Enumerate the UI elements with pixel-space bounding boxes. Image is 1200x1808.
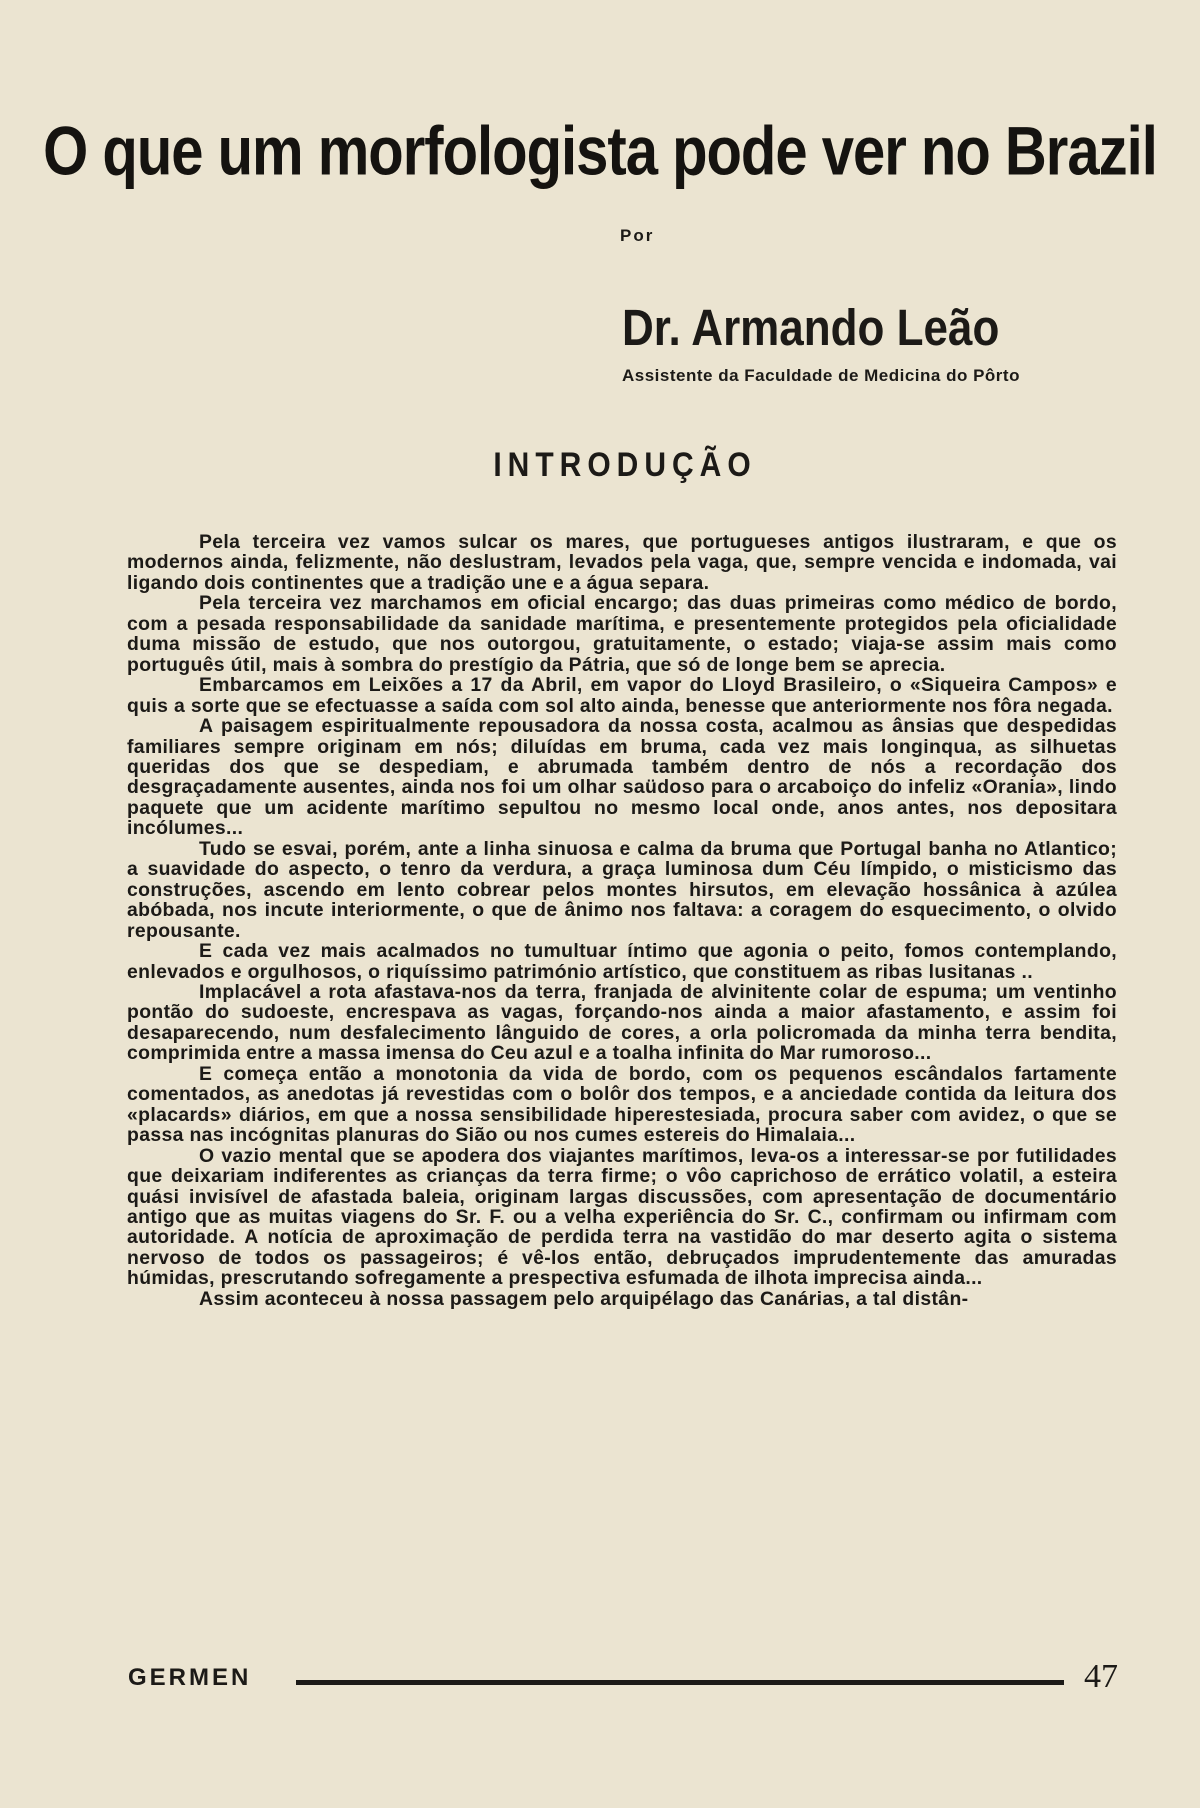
footer-rule	[296, 1680, 1064, 1685]
page-footer	[128, 1658, 1118, 1698]
paragraph: A paisagem espiritualmente repousadora da nossa costa, acalmou as ânsias que despedidas familiares sempre originam em nós; diluídas em bruma, cada vez mais longinqua, as silhuetas queridas dos que se despediam, e abrumada também dentro de nós a recordação dos desgraçadamente ausentes, ainda nos foi um olhar saüdoso para o arcaboiço do infeliz «Orania», lindo paquete que um acidente marítimo sepultou no mesmo local onde, anos antes, nos depositara incólumes...	[127, 715, 1117, 840]
paragraph: E começa então a monotonia da vida de bordo, com os pequenos escândalos fartamente comentados, as anedotas já revestidas com o bolôr dos tempos, e a anciedade contida da leitura dos «placards» diários, em que a nossa sensibilidade hiperestesiada, procura saber com avidez, o que se passa nas incógnitas planuras do Sião ou nos cumes estereis do Himalaia...	[127, 1062, 1117, 1147]
paragraph: Pela terceira vez vamos sulcar os mares, que portugueses antigos ilustraram, e que os modernos ainda, felizmente, não deslustram, levados pela vaga, que, sempre vencida e indomada, vai ligando dois continentes que a tradição une e a água separa.	[127, 531, 1117, 594]
byline: Por	[620, 226, 655, 245]
page-number: 47	[1084, 1658, 1118, 1695]
journal-name: GERMEN	[128, 1664, 252, 1691]
article-body	[127, 532, 1117, 1309]
paragraph: Embarcamos em Leixões a 17 da Abril, em vapor do Lloyd Brasileiro, o «Siqueira Campos» e quis a sorte que se efectuasse a saída com sol alto ainda, benesse que anteriormente nos fôra negada.	[127, 674, 1117, 717]
author-affiliation: Assistente da Faculdade de Medicina do Pôrto	[622, 366, 1020, 385]
paragraph: E cada vez mais acalmados no tumultuar íntimo que agonia o peito, fomos contemplando, enlevados e orgulhosos, o riquíssimo património artístico, que constituem as ribas lusitanas ..	[127, 940, 1117, 983]
paragraph: O vazio mental que se apodera dos viajantes marítimos, leva-os a interessar-se por futilidades que deixariam indiferentes as crianças da terra firme; o vôo caprichoso de errático volatil, a esteira quási invisível de afastada baleia, originam largas discussões, com apresentação de documentário antigo que as muitas viagens do Sr. F. ou a velha experiência do Sr. C., confirmam ou infirmam com autoridade. A notícia de aproximação de perdida terra na vastidão do mar deserto agita o sistema nervoso de todos os passageiros; é vê-los então, debruçados imprudentemente das amuradas húmidas, prescrutando sofregamente a prespectiva esfumada de ilhota imprecisa ainda...	[127, 1144, 1117, 1290]
paragraph: Pela terceira vez marchamos em oficial encargo; das duas primeiras como médico de bordo, com a pesada responsabilidade da sanidade marítima, e presentemente protegidos pela oficialidade duma missão de estudo, que nos outorgou, gratuitamente, o estado; viaja-se assim mais como português útil, mais à sombra do prestígio da Pátria, que só de longe bem se aprecia.	[127, 592, 1117, 676]
article-title: O que um morfologista pode ver no Brazil	[43, 113, 1157, 190]
paragraph: Implacável a rota afastava-nos da terra, franjada de alvinitente colar de espuma; um ventinho pontão do sudoeste, encrespava as vagas, forçando-nos ainda a maior afastamento, e assim foi desaparecendo, num desfalecimento lânguido de cores, a orla policromada da minha terra bendita, comprimida entre a massa imensa do Ceu azul e a toalha infinita do Mar rumoroso...	[127, 980, 1117, 1065]
section-heading: INTRODUÇÃO	[493, 446, 757, 484]
author-name: Dr. Armando Leão	[622, 300, 1000, 357]
paragraph: Assim aconteceu à nossa passagem pelo arquipélago das Canárias, a tal distân-	[199, 1287, 969, 1310]
paragraph: Tudo se esvai, porém, ante a linha sinuosa e calma da bruma que Portugal banha no Atlantico; a suavidade do aspecto, o tenro da verdura, a graça luminosa dum Céu límpido, o misticismo das construções, ascendo em lento cobrear pelos montes hirsutos, em elevação hossânica à azúlea abóbada, nos incute interiormente, o que de ânimo nos faltava: a coragem do esquecimento, o olvido repousante.	[127, 837, 1117, 942]
